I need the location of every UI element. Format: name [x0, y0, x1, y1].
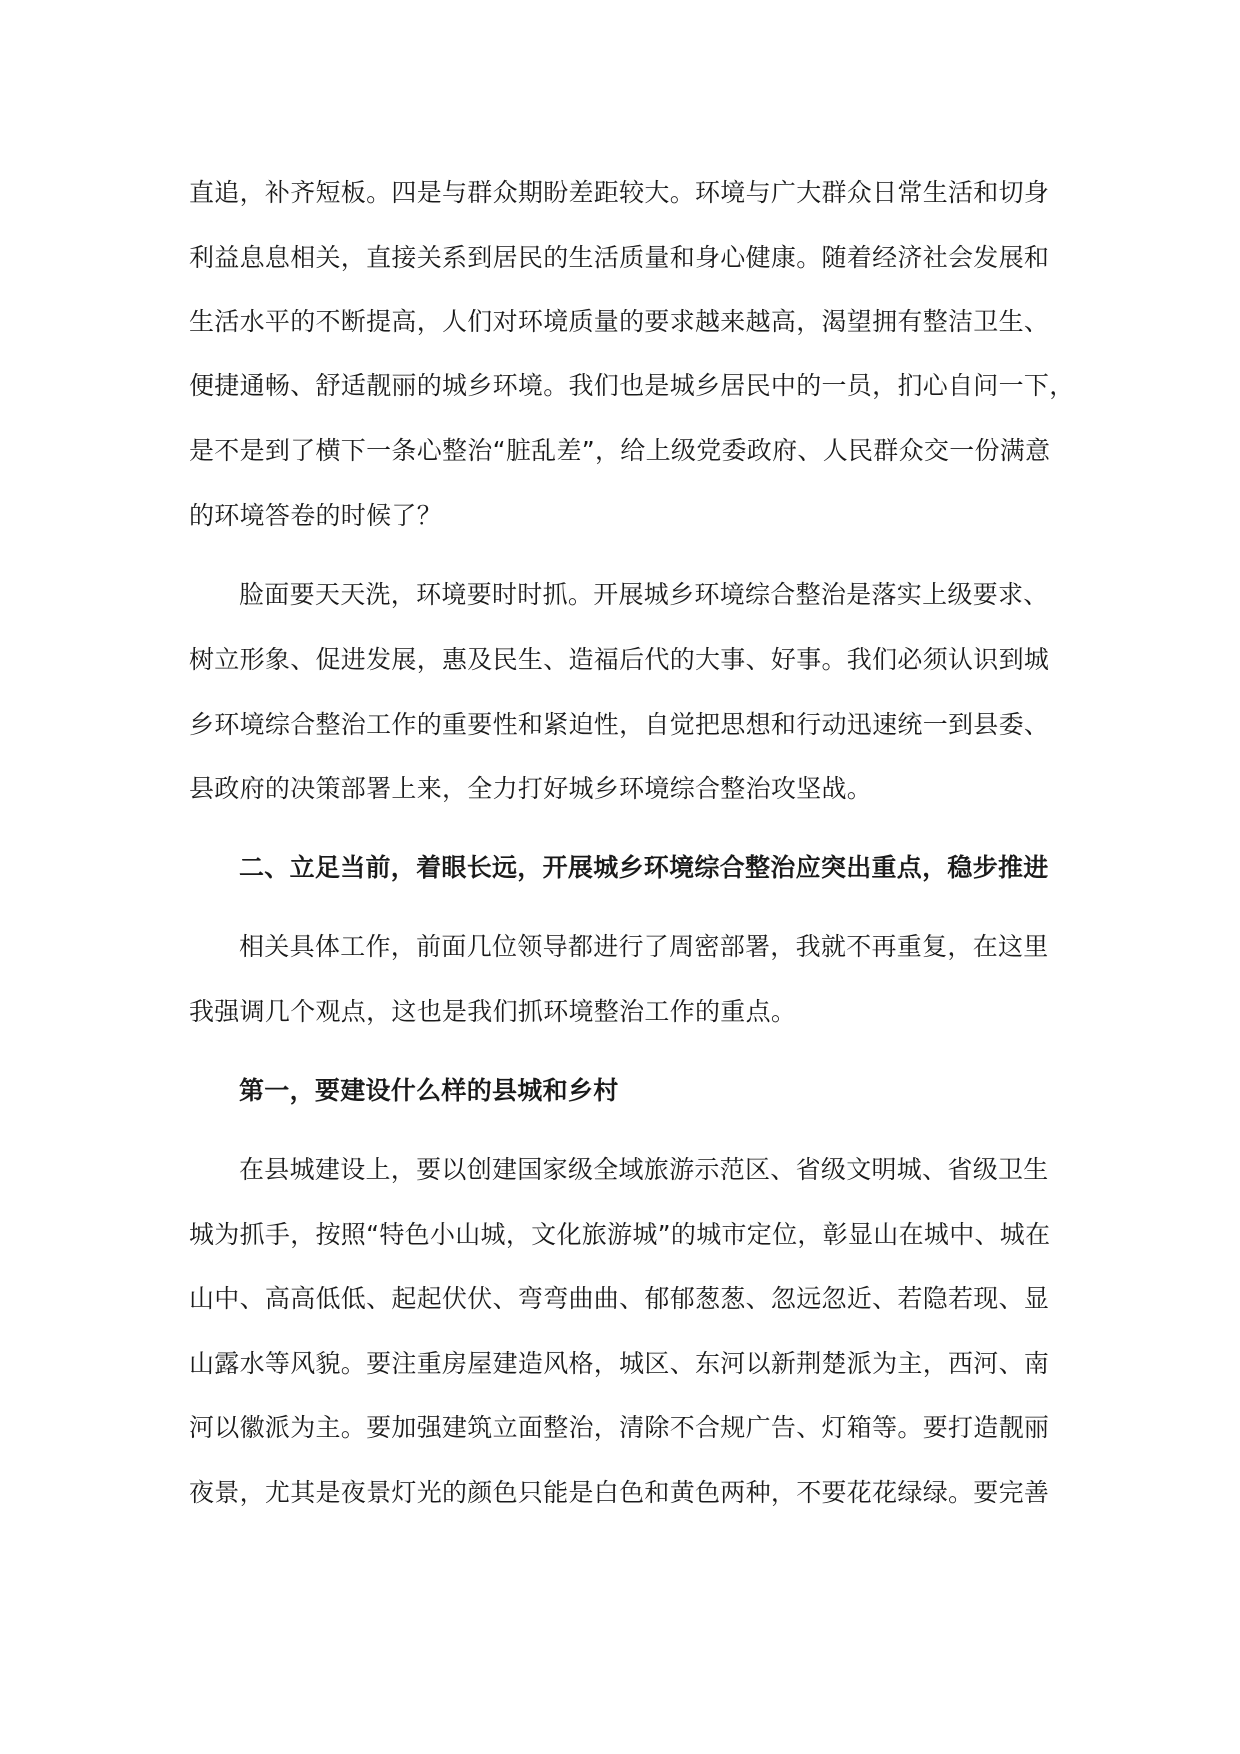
- text-line: 县政府的决策部署上来，全力打好城乡环境综合整治攻坚战。: [189, 774, 873, 803]
- text-line: 城为抓手，按照“特色小山城，文化旅游城”的城市定位，彰显山在城中、城在: [189, 1220, 1051, 1249]
- text-line: 乡环境综合整治工作的重要性和紧迫性，自觉把思想和行动迅速统一到县委、: [189, 710, 1050, 739]
- text-line: 利益息息相关，直接关系到居民的生活质量和身心健康。随着经济社会发展和: [189, 243, 1050, 272]
- text-line: 是不是到了横下一条心整治“脏乱差”，给上级党委政府、人民群众交一份满意: [189, 436, 1051, 465]
- text-line: 山露水等风貌。要注重房屋建造风格，城区、东河以新荆楚派为主，西河、南: [189, 1349, 1050, 1378]
- text-line: 我强调几个观点，这也是我们抓环境整治工作的重点。: [189, 997, 797, 1026]
- text-line: 相关具体工作，前面几位领导都进行了周密部署，我就不再重复，在这里: [239, 932, 1049, 961]
- text-line: 生活水平的不断提高，人们对环境质量的要求越来越高，渴望拥有整洁卫生、: [189, 307, 1050, 336]
- text-line: 直追，补齐短板。四是与群众期盼差距较大。环境与广大群众日常生活和切身: [189, 178, 1050, 207]
- text-line: 夜景，尤其是夜景灯光的颜色只能是白色和黄色两种，不要花花绿绿。要完善: [189, 1478, 1050, 1507]
- text-line: 树立形象、促进发展，惠及民生、造福后代的大事、好事。我们必须认识到城: [189, 645, 1050, 674]
- text-line: 在县城建设上，要以创建国家级全域旅游示范区、省级文明城、省级卫生: [239, 1155, 1049, 1184]
- text-line: 河以徽派为主。要加强建筑立面整治，清除不合规广告、灯箱等。要打造靓丽: [189, 1413, 1050, 1442]
- text-line: 山中、高高低低、起起伏伏、弯弯曲曲、郁郁葱葱、忽远忽近、若隐若现、显: [189, 1284, 1050, 1313]
- text-line: 便捷通畅、舒适靓丽的城乡环境。我们也是城乡居民中的一员，扪心自问一下，: [189, 371, 1075, 400]
- subsection-heading: 第一，要建设什么样的县城和乡村: [239, 1076, 619, 1105]
- text-line: 脸面要天天洗，环境要时时抓。开展城乡环境综合整治是落实上级要求、: [239, 580, 1049, 609]
- section-heading: 二、立足当前，着眼长远，开展城乡环境综合整治应突出重点，稳步推进: [239, 853, 1049, 882]
- text-line: 的环境答卷的时候了？: [189, 501, 443, 530]
